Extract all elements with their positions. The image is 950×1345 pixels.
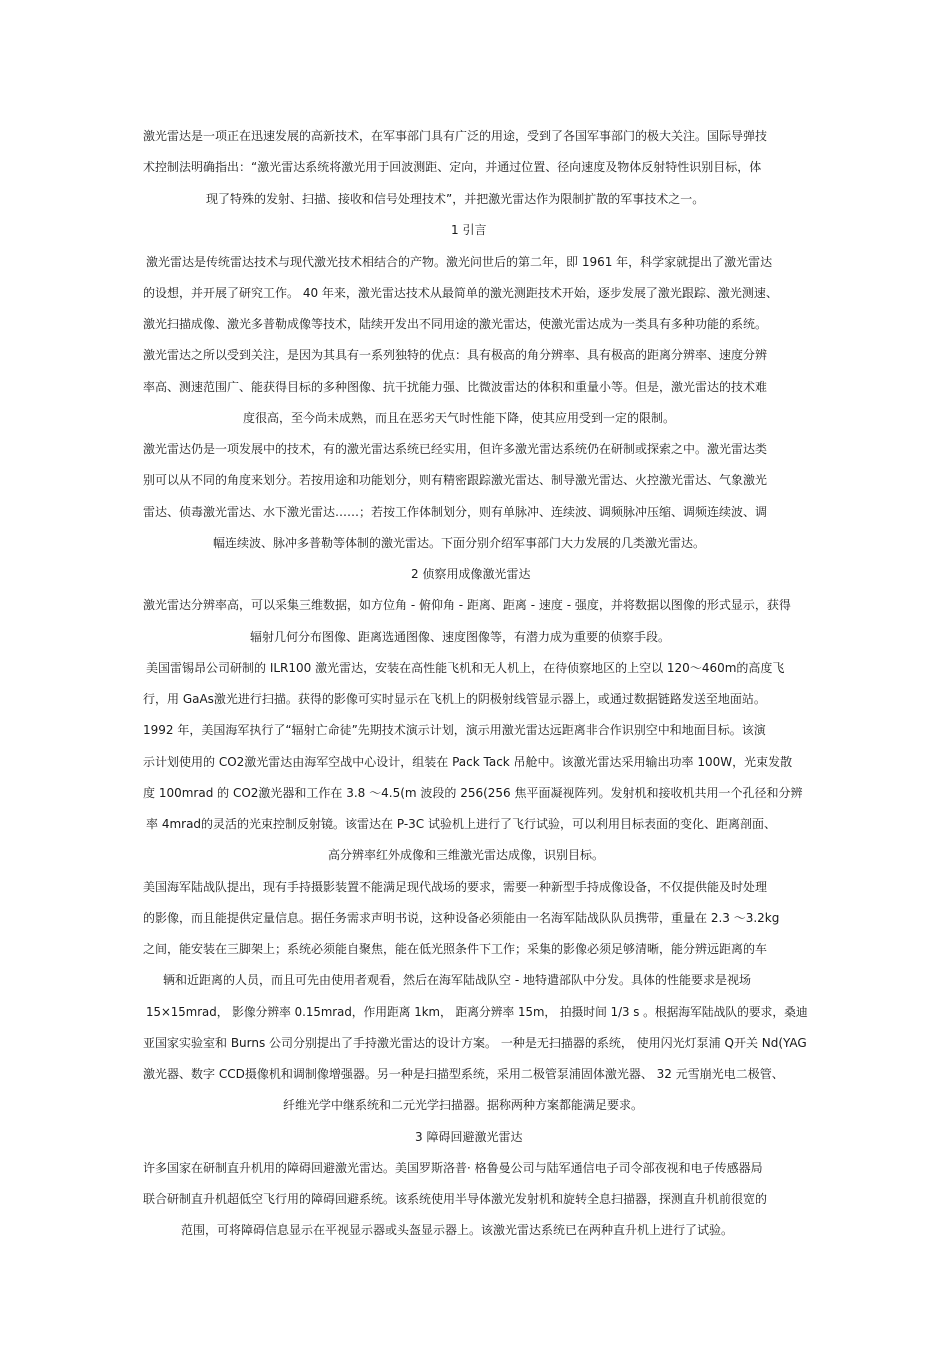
- intro-line-1: 激光雷达是一项正在迅速发展的高新技术，在军事部门具有广泛的用途，受到了各国军事部门的极大关注。国际导弹技: [143, 129, 768, 143]
- section-1-line-8: 别可以从不同的角度来划分。若按用途和功能划分，则有精密跟踪激光雷达、制导激光雷达、火控激光雷达、气象激光: [143, 473, 768, 487]
- section-2-line-7: 度 100mrad 的 CO2激光器和工作在 3.8 ～4.5(m 波段的 256(256 焦平面凝视阵列。发射机和接收机共用一个孔径和分辨: [143, 786, 803, 800]
- section-2-line-11: 的影像，而且能提供定量信息。据任务需求声明书说，这种设备必须能由一名海军陆战队队员携带，重量在 2.3 ～3.2kg: [143, 911, 780, 925]
- section-2-line-12: 之间，能安装在三脚架上；系统必须能自聚焦，能在低光照条件下工作；采集的影像必须足够清晰，能分辨远距离的车: [143, 942, 768, 956]
- section-2-line-17: 纤维光学中继系统和二元光学扫描器。据称两种方案都能满足要求。: [283, 1098, 644, 1112]
- section-2-line-8: 率 4mrad的灵活的光束控制反射镜。该雷达在 P-3C 试验机上进行了飞行试验，可以利用目标表面的变化、距离剖面、: [146, 817, 776, 831]
- section-2-line-5: 1992 年，美国海军执行了“辐射亡命徒”先期技术演示计划，演示用激光雷达远距离非合作识别空中和地面目标。该演: [143, 723, 766, 737]
- section-1-heading: 1 引言: [451, 223, 487, 237]
- section-2-line-15: 亚国家实验室和 Burns 公司分别提出了手持激光雷达的设计方案。 一种是无扫描器的系统， 使用闪光灯泵浦 Q开关 Nd(YAG: [143, 1036, 807, 1050]
- section-1-line-1: 激光雷达是传统雷达技术与现代激光技术相结合的产物。激光问世后的第二年，即 1961 年，科学家就提出了激光雷达: [146, 255, 773, 269]
- section-2-line-3: 美国雷锡昂公司研制的 ILR100 激光雷达，安装在高性能飞机和无人机上，在待侦察地区的上空以 120～460m的高度飞: [146, 661, 785, 675]
- section-2-line-16: 激光器、数字 CCD摄像机和调制像增强器。另一种是扫描型系统，采用二极管泵浦固体激光器、 32 元雪崩光电二极管、: [143, 1067, 784, 1081]
- section-3-heading: 3 障碍回避激光雷达: [415, 1130, 523, 1144]
- section-1-line-2: 的设想，并开展了研究工作。 40 年来，激光雷达技术从最简单的激光测距技术开始，逐步发展了激光跟踪、激光测速、: [143, 286, 778, 300]
- section-2-line-9: 高分辨率红外成像和三维激光雷达成像，识别目标。: [328, 848, 605, 862]
- section-2-line-4: 行，用 GaAs激光进行扫描。获得的影像可实时显示在飞机上的阴极射线管显示器上，或通过数据链路发送至地面站。: [143, 692, 766, 706]
- section-3-line-3: 范围，可将障碍信息显示在平视显示器或头盔显示器上。该激光雷达系统已在两种直升机上进行了试验。: [181, 1223, 734, 1237]
- section-1-line-10: 幅连续波、脉冲多普勒等体制的激光雷达。下面分别介绍军事部门大力发展的几类激光雷达。: [213, 536, 706, 550]
- section-1-line-4: 激光雷达之所以受到关注，是因为其具有一系列独特的优点：具有极高的角分辨率、具有极高的距离分辨率、速度分辨: [143, 348, 768, 362]
- section-1-line-6: 度很高，至今尚未成熟，而且在恶劣天气时性能下降，使其应用受到一定的限制。: [243, 411, 676, 425]
- section-1-line-7: 激光雷达仍是一项发展中的技术，有的激光雷达系统已经实用，但许多激光雷达系统仍在研制或探索之中。激光雷达类: [143, 442, 768, 456]
- section-2-line-2: 辐射几何分布图像、距离选通图像、速度图像等，有潜力成为重要的侦察手段。: [250, 630, 671, 644]
- section-3-line-1: 许多国家在研制直升机用的障碍回避激光雷达。美国罗斯洛普· 格鲁曼公司与陆军通信电子司令部夜视和电子传感器局: [143, 1161, 763, 1175]
- section-2-line-14: 15×15mrad， 影像分辨率 0.15mrad，作用距离 1km， 距离分辨率 15m， 拍摄时间 1/3 s 。根据海军陆战队的要求，桑迪: [146, 1005, 808, 1019]
- section-2-line-6: 示计划使用的 CO2激光雷达由海军空战中心设计，组装在 Pack Tack 吊舱中。该激光雷达采用输出功率 100W，光束发散: [143, 755, 793, 769]
- section-2-line-10: 美国海军陆战队提出，现有手持摄影装置不能满足现代战场的要求，需要一种新型手持成像设备，不仅提供能及时处理: [143, 880, 768, 894]
- intro-line-3: 现了特殊的发射、扫描、接收和信号处理技术”，并把激光雷达作为限制扩散的军事技术之一。: [206, 192, 705, 206]
- section-2-line-1: 激光雷达分辨率高，可以采集三维数据，如方位角 - 俯仰角 - 距离、距离 - 速度 - 强度，并将数据以图像的形式显示，获得: [143, 598, 791, 612]
- section-2-line-13: 辆和近距离的人员，而且可先由使用者观看，然后在海军陆战队空 - 地特遣部队中分发。具体的性能要求是视场: [163, 973, 751, 987]
- section-1-line-5: 率高、测速范围广、能获得目标的多种图像、抗干扰能力强、比微波雷达的体积和重量小等。但是，激光雷达的技术难: [143, 380, 768, 394]
- section-2-heading: 2 侦察用成像激光雷达: [411, 567, 531, 581]
- section-1-line-3: 激光扫描成像、激光多普勒成像等技术，陆续开发出不同用途的激光雷达，使激光雷达成为一类具有多种功能的系统。: [143, 317, 768, 331]
- section-3-line-2: 联合研制直升机超低空飞行用的障碍回避系统。该系统使用半导体激光发射机和旋转全息扫描器，探测直升机前很宽的: [143, 1192, 768, 1206]
- intro-line-2: 术控制法明确指出：“激光雷达系统将激光用于回波测距、定向，并通过位置、径向速度及物体反射特性识别目标，体: [143, 160, 762, 174]
- section-1-line-9: 雷达、侦毒激光雷达、水下激光雷达……；若按工作体制划分，则有单脉冲、连续波、调频脉冲压缩、调频连续波、调: [143, 505, 768, 519]
